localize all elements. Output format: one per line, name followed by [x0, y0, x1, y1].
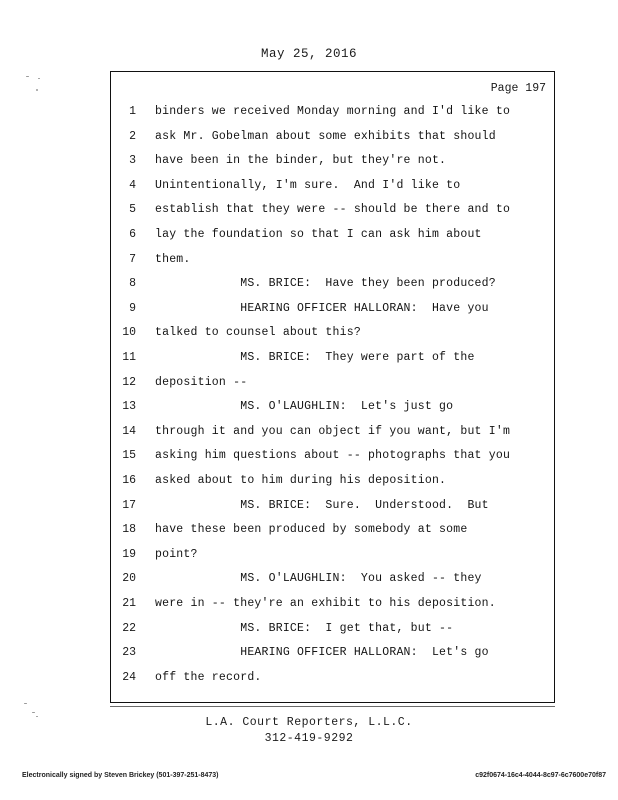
- line-text: establish that they were -- should be there and to: [155, 203, 511, 217]
- transcript-line: [0, 177, 618, 195]
- line-text: MS. BRICE: They were part of the: [155, 351, 475, 364]
- transcript-line: [0, 152, 618, 170]
- line-number: 23: [122, 646, 136, 660]
- line-text: Unintentionally, I'm sure. And I'd like to: [155, 178, 461, 192]
- line-number: 18: [122, 523, 136, 537]
- scan-speck: [24, 703, 27, 704]
- transcript-line: [0, 595, 618, 613]
- transcript-line: [0, 251, 618, 269]
- line-number: 6: [129, 228, 136, 241]
- line-text: through it and you can object if you want, but I'm: [155, 424, 511, 438]
- scan-speck: [32, 712, 35, 713]
- court-reporter-phone: 312-419-9292: [264, 732, 354, 745]
- line-number: 21: [122, 597, 136, 610]
- line-text: lay the foundation so that I can ask him about: [155, 228, 482, 241]
- transcript-line: [0, 324, 618, 342]
- line-number: 24: [122, 670, 136, 684]
- line-text: have been in the binder, but they're not.: [155, 154, 447, 168]
- transcript-line: [0, 620, 618, 638]
- line-text: MS. O'LAUGHLIN: Let's just go: [155, 400, 454, 414]
- line-text: HEARING OFFICER HALLORAN: Have you: [155, 301, 489, 315]
- line-number: 11: [122, 351, 136, 364]
- transcript-line: [0, 275, 618, 293]
- line-text: were in -- they're an exhibit to his deposition.: [155, 597, 496, 610]
- transcript-line: [0, 644, 618, 662]
- line-number: 5: [129, 203, 136, 217]
- line-text: have these been produced by somebody at some: [155, 523, 468, 537]
- page-number: Page 197: [490, 82, 546, 95]
- line-text: them.: [155, 252, 191, 266]
- transcript-line: [0, 201, 618, 219]
- transcript-line: [0, 374, 618, 392]
- court-reporter-name: L.A. Court Reporters, L.L.C.: [205, 716, 413, 729]
- transcript-date: May 25, 2016: [260, 47, 357, 61]
- transcript-line: [0, 349, 618, 367]
- scan-speck: [36, 89, 38, 91]
- scan-speck: [38, 78, 40, 79]
- line-text: asked about to him during his deposition.: [155, 474, 447, 487]
- line-number: 14: [122, 424, 136, 438]
- line-text: MS. BRICE: Have they been produced?: [155, 277, 496, 291]
- transcript-line: [0, 423, 618, 441]
- line-number: 9: [129, 301, 136, 315]
- line-number: 2: [129, 129, 136, 143]
- line-number: 10: [122, 326, 136, 340]
- line-number: 22: [122, 621, 136, 635]
- line-text: ask Mr. Gobelman about some exhibits that should: [155, 129, 496, 143]
- line-text: asking him questions about -- photographs that you: [155, 449, 511, 463]
- scan-speck: [36, 716, 38, 717]
- line-text: HEARING OFFICER HALLORAN: Let's go: [155, 646, 489, 660]
- transcript-line: [0, 497, 618, 515]
- line-text: MS. BRICE: Sure. Understood. But: [155, 498, 489, 512]
- line-number: 19: [122, 547, 136, 561]
- line-number: 20: [122, 572, 136, 586]
- line-number: 7: [129, 252, 136, 266]
- line-text: deposition --: [155, 375, 248, 389]
- electronic-signature: Electronically signed by Steven Brickey (501-397-251-8473): [22, 772, 219, 779]
- line-number: 3: [129, 154, 136, 168]
- transcript-line: [0, 447, 618, 465]
- line-number: 8: [129, 277, 136, 291]
- line-text: MS. BRICE: I get that, but --: [155, 621, 454, 635]
- transcript-line: [0, 570, 618, 588]
- line-text: binders we received Monday morning and I'd like to: [155, 105, 511, 118]
- line-number: 12: [122, 375, 136, 389]
- line-text: point?: [155, 547, 198, 561]
- document-hash: c92f0674-16c4-4044-8c97-6c7600e70f87: [475, 772, 606, 779]
- transcript-line: [0, 472, 618, 490]
- line-number: 17: [122, 498, 136, 512]
- line-number: 13: [122, 400, 136, 414]
- transcript-line: [0, 103, 618, 121]
- line-number: 16: [122, 474, 136, 487]
- transcript-line: [0, 669, 618, 687]
- line-number: 1: [129, 105, 136, 118]
- transcript-line: [0, 398, 618, 416]
- transcript-line: [0, 521, 618, 539]
- line-number: 4: [129, 178, 136, 192]
- line-number: 15: [122, 449, 136, 463]
- transcript-line: [0, 226, 618, 244]
- scan-speck: [26, 76, 29, 77]
- line-text: off the record.: [155, 670, 262, 684]
- line-text: MS. O'LAUGHLIN: You asked -- they: [155, 572, 482, 586]
- transcript-line: [0, 300, 618, 318]
- line-text: talked to counsel about this?: [155, 326, 361, 340]
- transcript-line: [0, 128, 618, 146]
- transcript-line: [0, 546, 618, 564]
